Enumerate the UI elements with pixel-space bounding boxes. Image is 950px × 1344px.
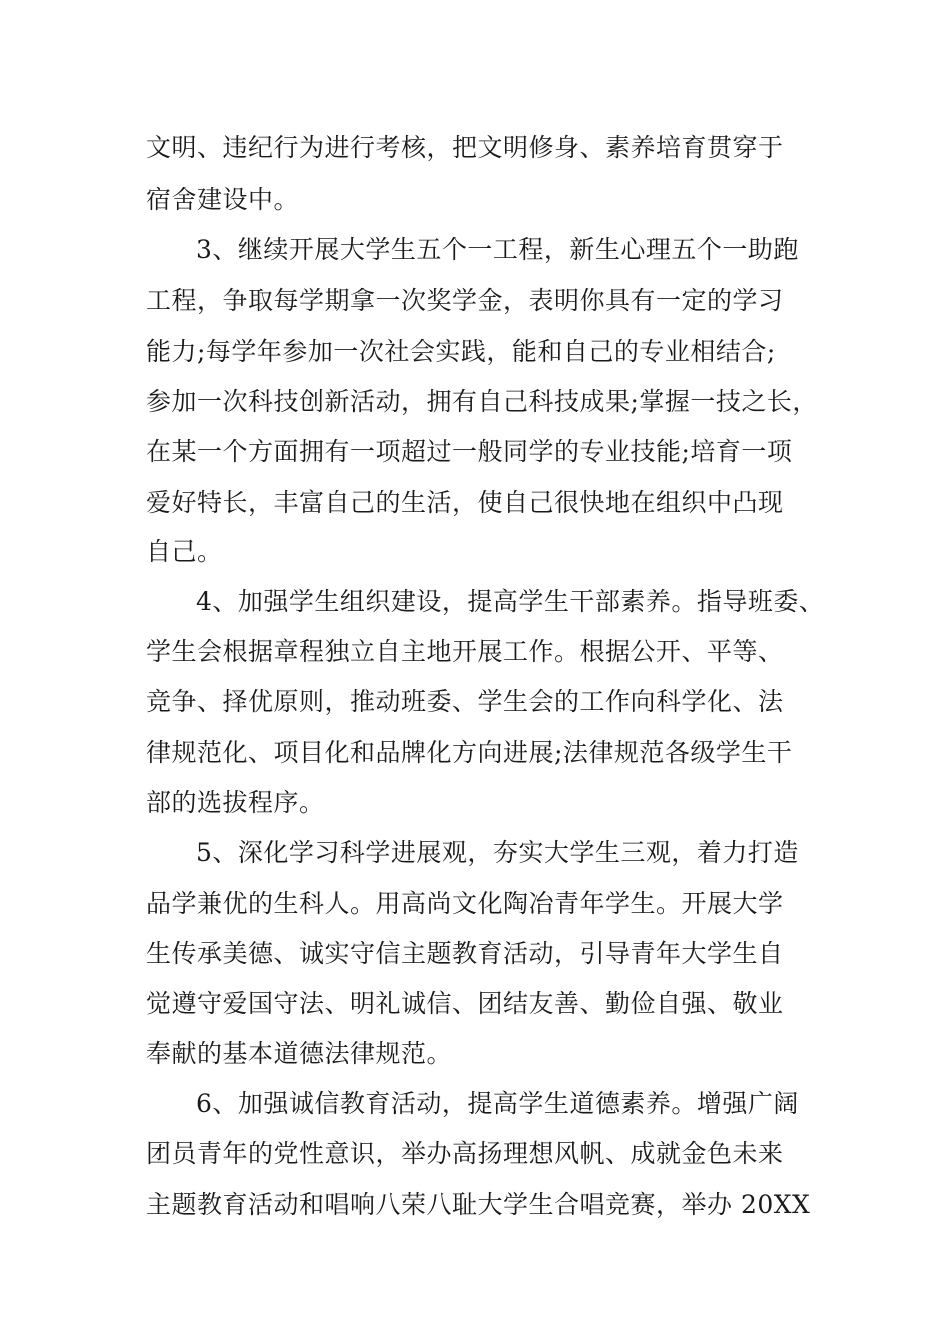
text-line: 在某一个方面拥有一项超过一般同学的专业技能;培育一项 bbox=[146, 437, 793, 466]
text-line: 自己。 bbox=[146, 537, 223, 566]
text-line: 品学兼优的生科人。用高尚文化陶冶青年学生。开展大学 bbox=[146, 889, 784, 918]
text-line: 能力;每学年参加一次社会实践，能和自己的专业相结合; bbox=[146, 337, 776, 366]
text-line: 工程，争取每学期拿一次奖学金，表明你具有一定的学习 bbox=[146, 286, 784, 315]
text-line: 律规范化、项目化和品牌化方向进展;法律规范各级学生干 bbox=[146, 738, 793, 767]
text-line: 参加一次科技创新活动，拥有自己科技成果;掌握一技之长， bbox=[146, 387, 818, 416]
text-line: 生传承美德、诚实守信主题教育活动，引导青年大学生自 bbox=[146, 939, 784, 968]
text-line: 觉遵守爱国守法、明礼诚信、团结友善、勤俭自强、敬业 bbox=[146, 989, 784, 1018]
paragraph-start-line: 3、继续开展大学生五个一工程，新生心理五个一助跑 bbox=[196, 235, 799, 264]
text-line: 学生会根据章程独立自主地开展工作。根据公开、平等、 bbox=[146, 637, 784, 666]
text-line: 文明、违纪行为进行考核，把文明修身、素养培育贯穿于 bbox=[146, 133, 784, 162]
text-line: 竞争、择优原则，推动班委、学生会的工作向科学化、法 bbox=[146, 687, 784, 716]
paragraph-start-line: 5、深化学习科学进展观，夯实大学生三观，着力打造 bbox=[196, 838, 799, 867]
text-line: 爱好特长，丰富自己的生活，使自己很快地在组织中凸现 bbox=[146, 488, 784, 517]
text-line: 团员青年的党性意识，举办高扬理想风帆、成就金色未来 bbox=[146, 1139, 784, 1168]
text-line: 部的选拔程序。 bbox=[146, 788, 325, 817]
paragraph-start-line: 4、加强学生组织建设，提高学生干部素养。指导班委、 bbox=[196, 587, 825, 616]
text-line: 宿舍建设中。 bbox=[146, 185, 300, 214]
text-line: 奉献的基本道德法律规范。 bbox=[146, 1039, 453, 1068]
paragraph-start-line: 6、加强诚信教育活动，提高学生道德素养。增强广阔 bbox=[196, 1089, 799, 1118]
text-line: 主题教育活动和唱响八荣八耻大学生合唱竞赛，举办 20XX bbox=[146, 1190, 811, 1219]
